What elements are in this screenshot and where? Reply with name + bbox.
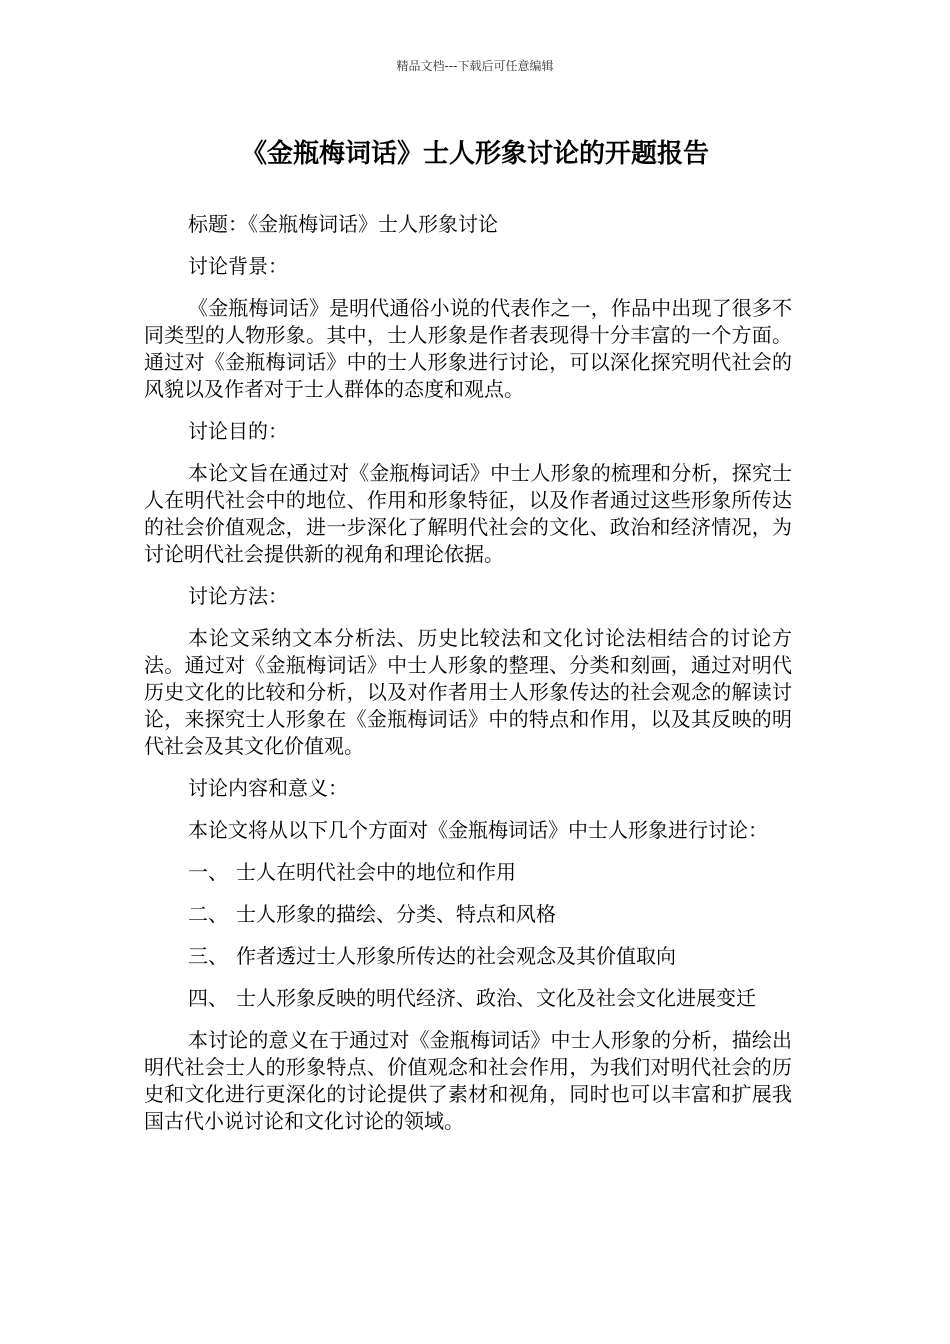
list-item (144, 985, 792, 1012)
background-paragraph: 《金瓶梅词话》是明代通俗小说的代表作之一，作品中出现了很多不同类型的人物形象。其中，士人形象是作者表现得十分丰富的一个方面。通过对《金瓶梅词话》中的士人形象进行讨论，可以深化探究明代社会的风貌以及作者对于士人群体的态度和观点。 (144, 296, 792, 401)
list-number: 四、 (188, 986, 228, 1010)
list-number: 二、 (188, 902, 228, 926)
list-item (144, 943, 792, 970)
list-text: 作者透过士人形象所传达的社会观念及其价值取向 (236, 944, 676, 968)
title-line: 标题：《金瓶梅词话》士人形象讨论 (188, 212, 498, 236)
document-title: 《金瓶梅词话》士人形象讨论的开题报告 (240, 139, 709, 169)
significance-paragraph: 本讨论的意义在于通过对《金瓶梅词话》中士人形象的分析，描绘出明代社会士人的形象特点、价值观念和社会作用，为我们对明代社会的历史和文化进行更深化的讨论提供了素材和视角，同时也可以丰富和扩展我国古代小说讨论和文化讨论的领域。 (144, 1028, 792, 1133)
method-paragraph: 本论文采纳文本分析法、历史比较法和文化讨论法相结合的讨论方法。通过对《金瓶梅词话》中士人形象的整理、分类和刻画，通过对明代历史文化的比较和分析，以及对作者用士人形象传达的社会观念的解读讨论，来探究士人形象在《金瓶梅词话》中的特点和作用，以及其反映的明代社会及其文化价值观。 (144, 626, 792, 758)
list-text: 士人在明代社会中的地位和作用 (236, 860, 516, 884)
list-item (144, 901, 792, 928)
document-body (144, 211, 792, 1150)
content-label: 讨论内容和意义： (188, 776, 348, 800)
purpose-paragraph: 本论文旨在通过对《金瓶梅词话》中士人形象的梳理和分析，探究士人在明代社会中的地位、作用和形象特征，以及作者通过这些形象所传达的社会价值观念，进一步深化了解明代社会的文化、政治和经济情况，为讨论明代社会提供新的视角和理论依据。 (144, 461, 792, 566)
list-number: 一、 (188, 860, 228, 884)
list-item (144, 859, 792, 886)
content-intro: 本论文将从以下几个方面对《金瓶梅词话》中士人形象进行讨论： (188, 818, 768, 842)
purpose-label: 讨论目的： (188, 419, 288, 443)
list-text: 士人形象反映的明代经济、政治、文化及社会文化进展变迁 (236, 986, 756, 1010)
list-text: 士人形象的描绘、分类、特点和风格 (236, 902, 556, 926)
background-label: 讨论背景： (188, 254, 288, 278)
method-label: 讨论方法： (188, 584, 288, 608)
header-note: 精品文档---下载后可任意编辑 (396, 59, 554, 73)
list-number: 三、 (188, 944, 228, 968)
